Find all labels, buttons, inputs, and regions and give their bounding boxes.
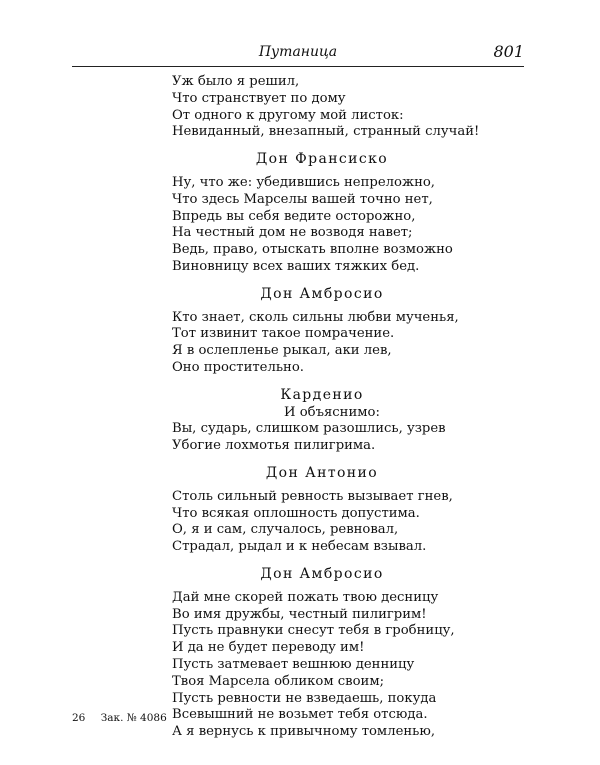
verse-line: Столь сильный ревность вызывает гнев, xyxy=(172,488,453,504)
verse-line: А я вернусь к привычному томленью, xyxy=(172,724,436,740)
stanza xyxy=(172,175,472,276)
verse-line: Всевышний не возьмет тебя отсюда. xyxy=(172,707,428,723)
verse-line: Я в ослепленье рыкал, аки лев, xyxy=(172,343,392,359)
stanza xyxy=(172,405,472,455)
speaker-name: Карденио xyxy=(280,386,364,403)
verse-line: Что всякая оплошность допустима. xyxy=(172,505,420,521)
verse-line: Убогие лохмотья пилигрима. xyxy=(172,438,376,454)
running-header xyxy=(72,40,524,67)
verse-line: Во имя дружбы, честный пилигрим! xyxy=(172,606,427,622)
verse-line: Ну, что же: убедившись непреложно, xyxy=(172,174,436,190)
stanza xyxy=(172,310,472,377)
speaker-name: Дон Антонио xyxy=(265,464,379,481)
verse-line: Впредь вы себя ведите осторожно, xyxy=(172,208,416,224)
verse-line: Уж было я решил, xyxy=(172,74,300,89)
verse-line: Невиданный, внезапный, странный случай! xyxy=(172,124,480,140)
verse-line: Твоя Марсела обликом своим; xyxy=(172,673,385,689)
speaker-name: Дон Амбросио xyxy=(260,565,384,582)
verse-line: Что здесь Марселы вашей точно нет, xyxy=(172,191,433,207)
verse-line: От одного к другому мой листок: xyxy=(172,107,404,123)
stanza xyxy=(172,74,480,141)
order-number: Зак. № 4086 xyxy=(100,712,167,724)
verse-line-indented: И объяснимо: xyxy=(284,404,380,420)
verse-line: Что странствует по дому xyxy=(172,90,346,106)
verse-line: Дай мне скорей пожать твою десницу xyxy=(172,589,439,605)
speaker-name: Дон Амбросио xyxy=(260,285,384,302)
stanza xyxy=(172,489,472,556)
verse-line: Пусть правнуки снесут тебя в гробницу, xyxy=(172,623,455,639)
verse-line: Тот извинит такое помрачение. xyxy=(172,326,395,342)
verse-line: Кто знает, сколь сильны любви мученья, xyxy=(172,309,459,325)
stanza xyxy=(172,590,472,741)
page-number: 801 xyxy=(493,42,524,61)
verse-line: Ведь, право, отыскать вполне возможно xyxy=(172,242,453,258)
verse-line: Вы, сударь, слишком разошлись, узрев xyxy=(172,421,446,437)
verse-line: О, я и сам, случалось, ревновал, xyxy=(172,522,399,538)
signature-mark: 26 xyxy=(72,712,86,724)
verse-line: Виновницу всех ваших тяжких бед. xyxy=(172,258,420,274)
verse-line: Оно простительно. xyxy=(172,359,304,375)
verse-line: Пусть затмевает вешнюю денницу xyxy=(172,656,415,672)
verse-line: Пусть ревности не взведаешь, покуда xyxy=(172,690,437,706)
verse-line: И да не будет переводу им! xyxy=(172,640,365,656)
verse-text xyxy=(172,74,480,741)
verse-line: Страдал, рыдал и к небесам взывал. xyxy=(172,539,427,555)
running-title: Путаница xyxy=(258,44,338,60)
printer-footer xyxy=(72,712,167,724)
speaker-name: Дон Франсиско xyxy=(255,151,389,168)
verse-line: На честный дом не возводя навет; xyxy=(172,225,413,241)
